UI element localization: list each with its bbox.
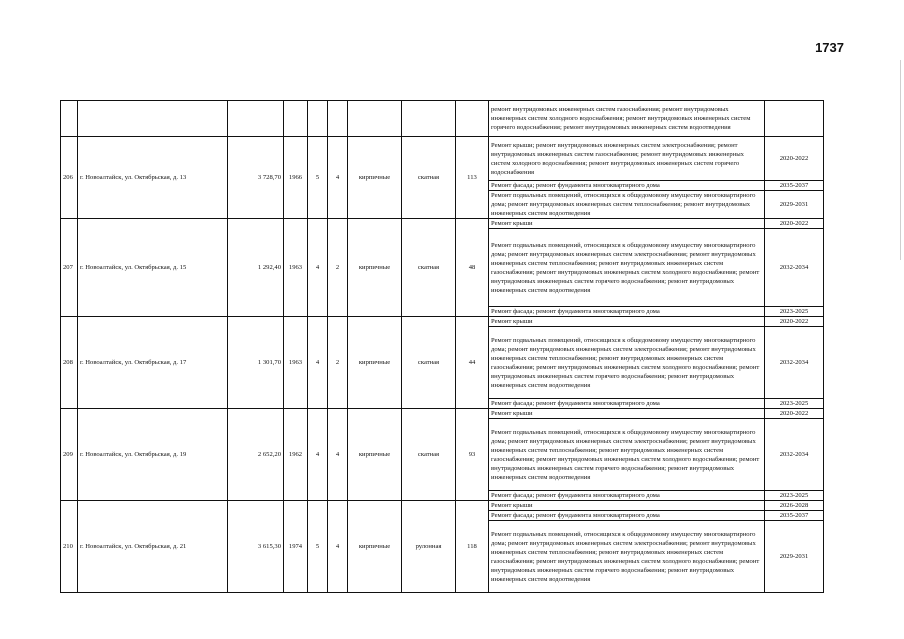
table-row [61, 409, 824, 419]
repair-period-cell: 2020-2022 [765, 409, 824, 419]
row-number [61, 101, 78, 137]
roof-type-cell [402, 101, 456, 137]
address-cell: г. Новоалтайск, ул. Октябрьская, д. 13 [78, 137, 228, 219]
repair-period-cell: 2020-2022 [765, 317, 824, 327]
table-row [61, 137, 824, 181]
repair-period-cell: 2032-2034 [765, 327, 824, 399]
repair-period-cell: 2032-2034 [765, 419, 824, 491]
roof-type-cell: скатная [402, 409, 456, 501]
repair-period-cell: 2020-2022 [765, 219, 824, 229]
repair-period-cell: 2035-2037 [765, 181, 824, 191]
repair-period-cell: 2032-2034 [765, 229, 824, 307]
repair-works-cell: Ремонт фасада; ремонт фундамента многоквартирного дома [489, 491, 765, 501]
repair-works-cell: Ремонт подвальных помещений, относящихся к общедомовому имуществу многоквартирного дома; ремонт внутридомовых инженерных систем электроснабжения; ремонт внутридомовых инженерных систем теплоснабжения; ремонт внутридомовых инженерных систем газоснабжения; ремонт внутридомовых инженерных систем холодного водоснабжения; ремонт внутридомовых инженерных систем горячего водоснабжения; ремонт внутридомовых инженерных систем водоотведения [489, 419, 765, 491]
address-cell: г. Новоалтайск, ул. Октябрьская, д. 17 [78, 317, 228, 409]
repair-works-cell: Ремонт крыши [489, 501, 765, 511]
area-cell: 1 292,40 [228, 219, 284, 317]
repair-period-cell: 2023-2025 [765, 491, 824, 501]
repair-works-cell: Ремонт подвальных помещений, относящихся к общедомовому имуществу многоквартирного дома; ремонт внутридомовых инженерных систем электроснабжения; ремонт внутридомовых инженерных систем теплоснабжения; ремонт внутридомовых инженерных систем газоснабжения; ремонт внутридомовых инженерных систем холодного водоснабжения; ремонт внутридомовых инженерных систем горячего водоснабжения; ремонт внутридомовых инженерных систем водоотведения [489, 521, 765, 593]
residents-cell: 44 [456, 317, 489, 409]
floors-cell: 4 [308, 219, 328, 317]
table-row [61, 101, 824, 137]
entrances-cell: 4 [328, 501, 348, 593]
wall-material-cell: кирпичные [348, 501, 402, 593]
entrances-cell: 4 [328, 409, 348, 501]
row-number: 208 [61, 317, 78, 409]
address-cell: г. Новоалтайск, ул. Октябрьская, д. 21 [78, 501, 228, 593]
repair-works-cell: Ремонт крыши [489, 219, 765, 229]
repair-period-cell [765, 101, 824, 137]
repair-works-cell: Ремонт подвальных помещений, относящихся к общедомовому имуществу многоквартирного дома; ремонт внутридомовых инженерных систем электроснабжения; ремонт внутридомовых инженерных систем теплоснабжения; ремонт внутридомовых инженерных систем газоснабжения; ремонт внутридомовых инженерных систем холодного водоснабжения; ремонт внутридомовых инженерных систем горячего водоснабжения; ремонт внутридомовых инженерных систем водоотведения [489, 229, 765, 307]
roof-type-cell: скатная [402, 219, 456, 317]
row-number: 210 [61, 501, 78, 593]
page-number: 1737 [815, 40, 844, 55]
wall-material-cell: кирпичные [348, 219, 402, 317]
year-cell: 1966 [284, 137, 308, 219]
row-number: 206 [61, 137, 78, 219]
repair-schedule-table [60, 100, 824, 593]
area-cell: 3 728,70 [228, 137, 284, 219]
address-cell [78, 101, 228, 137]
wall-material-cell: кирпичные [348, 409, 402, 501]
floors-cell: 4 [308, 409, 328, 501]
entrances-cell: 2 [328, 317, 348, 409]
floors-cell: 4 [308, 317, 328, 409]
repair-period-cell: 2026-2028 [765, 501, 824, 511]
floors-cell [308, 101, 328, 137]
wall-material-cell: кирпичные [348, 317, 402, 409]
scan-edge-line [900, 60, 901, 260]
entrances-cell [328, 101, 348, 137]
repair-period-cell: 2020-2022 [765, 137, 824, 181]
year-cell: 1962 [284, 409, 308, 501]
roof-type-cell: скатная [402, 137, 456, 219]
repair-works-cell: Ремонт фасада; ремонт фундамента многоквартирного дома [489, 307, 765, 317]
repair-works-cell: Ремонт крыши [489, 409, 765, 419]
repair-works-cell: ремонт внутридомовых инженерных систем газоснабжения; ремонт внутридомовых инженерных систем холодного водоснабжения; ремонт внутридомовых инженерных систем горячего водоснабжения; ремонт внутридомовых инженерных систем водоотведения [489, 101, 765, 137]
table-row [61, 219, 824, 229]
address-cell: г. Новоалтайск, ул. Октябрьская, д. 15 [78, 219, 228, 317]
floors-cell: 5 [308, 501, 328, 593]
repair-period-cell: 2029-2031 [765, 191, 824, 219]
repair-works-cell: Ремонт подвальных помещений, относящихся к общедомовому имуществу многоквартирного дома; ремонт внутридомовых инженерных систем теплоснабжения; ремонт внутридомовых инженерных систем водоотведения [489, 191, 765, 219]
year-cell: 1974 [284, 501, 308, 593]
area-cell: 1 301,70 [228, 317, 284, 409]
row-number: 207 [61, 219, 78, 317]
floors-cell: 5 [308, 137, 328, 219]
residents-cell: 48 [456, 219, 489, 317]
wall-material-cell [348, 101, 402, 137]
residents-cell: 118 [456, 501, 489, 593]
row-number: 209 [61, 409, 78, 501]
entrances-cell: 2 [328, 219, 348, 317]
year-cell [284, 101, 308, 137]
year-cell: 1963 [284, 317, 308, 409]
roof-type-cell: скатная [402, 317, 456, 409]
residents-cell: 113 [456, 137, 489, 219]
repair-works-cell: Ремонт фасада; ремонт фундамента многоквартирного дома [489, 511, 765, 521]
area-cell: 3 615,30 [228, 501, 284, 593]
repair-works-cell: Ремонт фасада; ремонт фундамента многоквартирного дома [489, 399, 765, 409]
repair-works-cell: Ремонт фасада; ремонт фундамента многоквартирного дома [489, 181, 765, 191]
residents-cell [456, 101, 489, 137]
area-cell [228, 101, 284, 137]
table-body [61, 101, 824, 593]
table-row [61, 501, 824, 511]
roof-type-cell: рулонная [402, 501, 456, 593]
table-row [61, 317, 824, 327]
year-cell: 1963 [284, 219, 308, 317]
repair-period-cell: 2023-2025 [765, 307, 824, 317]
area-cell: 2 652,20 [228, 409, 284, 501]
entrances-cell: 4 [328, 137, 348, 219]
repair-period-cell: 2035-2037 [765, 511, 824, 521]
repair-works-cell: Ремонт крыши; ремонт внутридомовых инженерных систем электроснабжения; ремонт внутридомовых инженерных систем газоснабжения; ремонт внутридомовых инженерных систем холодного водоснабжения; ремонт внутридомовых инженерных систем горячего водоснабжения [489, 137, 765, 181]
wall-material-cell: кирпичные [348, 137, 402, 219]
residents-cell: 93 [456, 409, 489, 501]
repair-period-cell: 2023-2025 [765, 399, 824, 409]
address-cell: г. Новоалтайск, ул. Октябрьская, д. 19 [78, 409, 228, 501]
repair-period-cell: 2029-2031 [765, 521, 824, 593]
repair-works-cell: Ремонт подвальных помещений, относящихся к общедомовому имуществу многоквартирного дома; ремонт внутридомовых инженерных систем электроснабжения; ремонт внутридомовых инженерных систем теплоснабжения; ремонт внутридомовых инженерных систем газоснабжения; ремонт внутридомовых инженерных систем холодного водоснабжения; ремонт внутридомовых инженерных систем горячего водоснабжения; ремонт внутридомовых инженерных систем водоотведения [489, 327, 765, 399]
repair-works-cell: Ремонт крыши [489, 317, 765, 327]
